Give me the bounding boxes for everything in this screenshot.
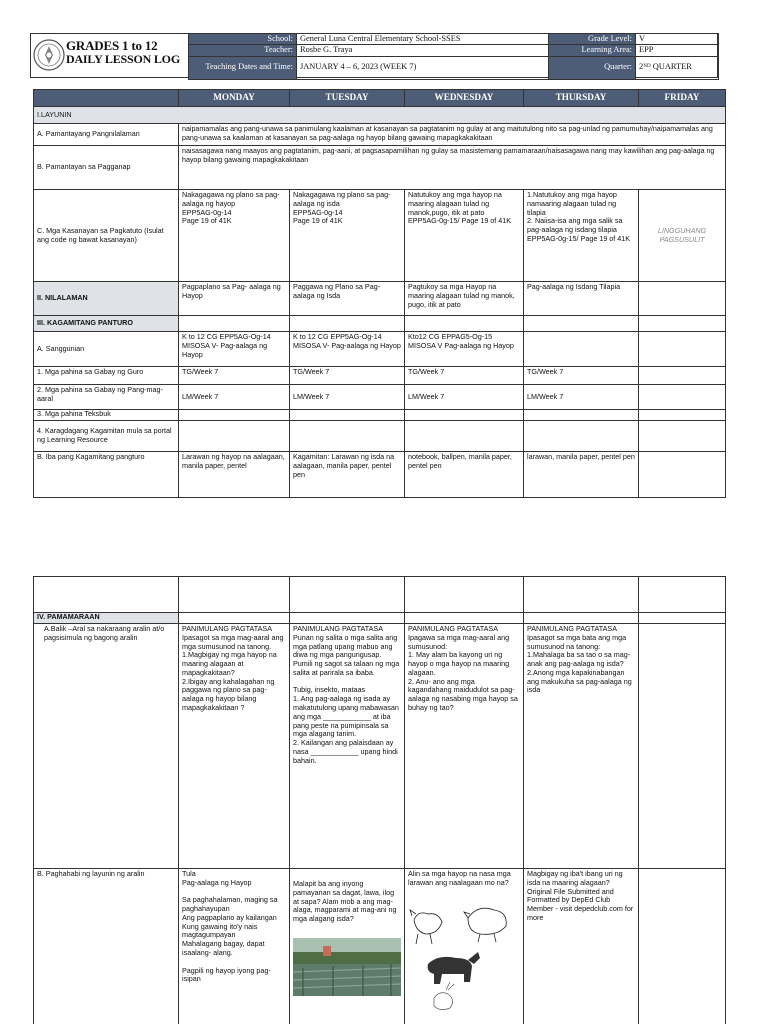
day-tuesday: TUESDAY (290, 90, 405, 107)
gabay-mag-aaral-label: 2. Mga pahina sa Gabay ng Pang-mag-aaral (34, 385, 179, 410)
kagamitan-row (34, 316, 726, 332)
paghahabi-row (34, 869, 726, 1024)
deped-seal-icon (33, 35, 65, 75)
kagamitan-cell (405, 316, 524, 332)
blank-cell (524, 577, 639, 613)
iba-pang-friday (639, 452, 726, 498)
nilalaman-thursday: Pag-aalaga ng Isdang Tilapia (524, 282, 639, 316)
gabay-mag-aaral-tuesday: LM/Week 7 (290, 385, 405, 410)
karagdagang-cell (524, 421, 639, 452)
procedure-grid (33, 576, 726, 1024)
title-line1: GRADES 1 to 12 (66, 38, 158, 53)
gabay-mag-aaral-row (34, 385, 726, 410)
blank-cell (179, 577, 290, 613)
pamamaraan-cell (179, 613, 290, 624)
karagdagang-cell (290, 421, 405, 452)
dates-label: Teaching Dates and Time: (189, 56, 297, 79)
gabay-guro-row (34, 367, 726, 385)
karagdagang-label: 4. Karagdagang Kagamitan mula sa portal ng Learning Resource (34, 421, 179, 452)
kasanayan-wednesday: Natutukoy ang mga hayop na maaring alagaan tulad ng manok,pugo, itik at pato EPP5AG-0g-15/ Page 19 of 41K (405, 190, 524, 282)
nilalaman-label: II. NILALAMAN (34, 282, 179, 316)
iba-pang-wednesday: notebook, ballpen, manila paper, pentel pen (405, 452, 524, 498)
blank-cell (34, 577, 179, 613)
pagganap-row (34, 146, 726, 190)
karagdagang-cell (179, 421, 290, 452)
grade-label: Grade Level: (549, 34, 636, 45)
gabay-guro-tuesday: TG/Week 7 (290, 367, 405, 385)
nilalaman-wednesday: Pagtukoy sa mga Hayop na maaring alagaan tulad ng manok, pugo, itik at pato (405, 282, 524, 316)
blank-cell (405, 577, 524, 613)
kasanayan-thursday: 1.Natutukoy ang mga hayop namaaring alagaan tulad ng tilapia 2. Naiisa-isa ang mga salik sa pag-aalaga ng isdang tilapia EPP5AG-0g-15/ Page 19 of 41K (524, 190, 639, 282)
karagdagang-cell (405, 421, 524, 452)
sanggunian-thursday (524, 332, 639, 367)
paghahabi-tuesday: Malapit ba ang inyong pamayanan sa dagat, lawa, ilog at sapa? Alam mob a ang mag-alaga, magparami at mag-ani ng mga alagang isda? (293, 879, 397, 924)
layunin-label: I.LAYUNIN (34, 107, 726, 124)
nilalaman-tuesday: Paggawa ng Plano sa Pag-aalaga ng Isda (290, 282, 405, 316)
kagamitan-label: III. KAGAMITANG PANTURO (34, 316, 179, 332)
kasanayan-monday: Nakagagawa ng plano sa pag-aalaga ng hayop EPP5AG-0g-14 Page 19 of 41K (179, 190, 290, 282)
school-value: General Luna Central Elementary School-SSES (297, 34, 549, 45)
gabay-guro-monday: TG/Week 7 (179, 367, 290, 385)
grade-value: V (636, 34, 719, 45)
pamamaraan-label: IV. PAMAMARAAN (34, 613, 179, 624)
header-info-table (188, 33, 719, 80)
iba-pang-tuesday: Kagamitan: Larawan ng isda na aalagaan, manila paper, pentel pen (290, 452, 405, 498)
teksbuk-row (34, 410, 726, 421)
kagamitan-cell (639, 316, 726, 332)
sanggunian-label: A. Sanggunian (34, 332, 179, 367)
paghahabi-thursday: Magbigay ng iba't ibang uri ng isda na maaring alagaan? Original File Submitted and Formatted by DepEd Club Member - visit depedclub.com for more (524, 869, 639, 1024)
pamamaraan-cell (405, 613, 524, 624)
day-header-row (34, 90, 726, 107)
teacher-label: Teacher: (189, 45, 297, 56)
gabay-guro-wednesday: TG/Week 7 (405, 367, 524, 385)
teacher-value: Rosbe G. Traya (297, 45, 549, 56)
teksbuk-label: 3. Mga pahina Teksbuk (34, 410, 179, 421)
sanggunian-monday: K to 12 CG EPP5AG-Og-14 MISOSA V- Pag-aalaga ng Hayop (179, 332, 290, 367)
dates-value: JANUARY 4 – 6, 2023 (WEEK 7) (297, 56, 549, 79)
kagamitan-cell (179, 316, 290, 332)
gabay-guro-thursday: TG/Week 7 (524, 367, 639, 385)
quarter-value: 2ᴺᴰ QUARTER (636, 56, 719, 79)
kasanayan-row (34, 190, 726, 282)
nilalaman-monday: Pagpaplano sa Pag- aalaga ng Hayop (179, 282, 290, 316)
kasanayan-friday: LINGGUHANG PAGSUSULIT (639, 190, 726, 282)
paghahabi-label: B. Paghahabi ng layunin ng aralin (34, 869, 179, 1024)
pamantayang-label: A. Pamantayang Pangnilalaman (34, 124, 179, 146)
lesson-grid (33, 89, 726, 498)
school-label: School: (189, 34, 297, 45)
area-label: Learning Area: (549, 45, 636, 56)
paghahabi-monday: Tula Pag-aalaga ng Hayop Sa paghahalaman, maging sa paghahayupan Ang pagpaplano ay kailangan Kung gawaing ito'y nais magtagumpayan Mahalagang bagay, dapat isaalang- alang. Pagpili ng hayop iyong pag-isipan (179, 869, 290, 1024)
gabay-guro-friday (639, 367, 726, 385)
balik-aral-thursday: PANIMULANG PAGTATASA Ipasagot sa mga bata ang mga sumusunod na tanong: 1.Mahalaga ba sa tao o sa mag-anak ang pag-aalaga ng isda? 2.Anong mga kapakinabangan ang makukuha sa pag-aalaga ng isda (524, 624, 639, 869)
animals-drawing (408, 890, 520, 1012)
layunin-row (34, 107, 726, 124)
fish-pond-photo (293, 938, 401, 996)
iba-pang-monday: Larawan ng hayop na aalagaan, manila paper, pentel (179, 452, 290, 498)
nilalaman-row (34, 282, 726, 316)
balik-aral-tuesday: PANIMULANG PAGTATASA Punan ng salita o mga salita ang mga patlang upang mabuo ang diwa ng mga pangungusap. Pumili ng sagot sa talaan ng mga salita at parirala sa ibaba. Tubig, insekto, mataas 1. Ang pag-aalaga ng isada ay makatutulong upang mabawasan ang mga ____________ at iba pang peste na pumipinsala sa mga alagang tanim. 2. Kailangan ang palaisdaan ay nasa ____________ upang hindi bahain. (290, 624, 405, 869)
sanggunian-row (34, 332, 726, 367)
paghahabi-wednesday: Alin sa mga hayop na nasa mga larawan ang naalagaan mo na? (408, 869, 511, 887)
sanggunian-tuesday: K to 12 CG EPP5AG-Og-14 MISOSA V- Pag-aalaga ng Hayop (290, 332, 405, 367)
pamantayang-text: naipamamalas ang pang-unawa sa panimulang kaalaman at kasanayan sa pagtatanim ng gulay at ang maitutulong nito sa pag-unlad ng pamumuhay/naipamamalas ang pang-unawa sa kaalaman at kasanayan sa pag-aalaga ng hayop bilang gawaing mapagkakakitaan (179, 124, 726, 146)
gabay-guro-label: 1. Mga pahina sa Gabay ng Guro (34, 367, 179, 385)
teksbuk-cell (524, 410, 639, 421)
sanggunian-friday (639, 332, 726, 367)
pamamaraan-cell (290, 613, 405, 624)
iba-pang-label: B. Iba pang Kagamitang pangturo (34, 452, 179, 498)
paghahabi-tuesday-cell (290, 869, 405, 1024)
teksbuk-cell (405, 410, 524, 421)
corner-cell (34, 90, 179, 107)
day-wednesday: WEDNESDAY (405, 90, 524, 107)
teksbuk-cell (290, 410, 405, 421)
blank-header-row (34, 577, 726, 613)
karagdagang-row (34, 421, 726, 452)
day-friday: FRIDAY (639, 90, 726, 107)
teksbuk-cell (179, 410, 290, 421)
title-line2: DAILY LESSON LOG (66, 52, 180, 66)
kasanayan-label: C. Mga Kasanayan sa Pagkatuto (Isulat ang code ng bawat kasanayan) (34, 190, 179, 282)
kagamitan-cell (290, 316, 405, 332)
gabay-mag-aaral-friday (639, 385, 726, 410)
blank-cell (290, 577, 405, 613)
balik-aral-friday (639, 624, 726, 869)
pamamaraan-cell (639, 613, 726, 624)
day-thursday: THURSDAY (524, 90, 639, 107)
pamantayang-row (34, 124, 726, 146)
balik-aral-monday: PANIMULANG PAGTATASA Ipasagot sa mga mag-aaral ang mga sumusunod na tanong. 1.Magbigay ng mga hayop na maaring alagaan at mapagkakitaan? 2.Ibigay ang kahalagahan ng paggawa ng plano sa pag-aalaga ng hayop bilang mapagkakakitaan ? (179, 624, 290, 869)
kagamitan-cell (524, 316, 639, 332)
blank-cell (639, 577, 726, 613)
balik-aral-label: A.Balik –Aral sa nakaraang aralin at/o pagsisimula ng bagong aralin (34, 624, 179, 869)
pagganap-text: naisasagawa nang maayos ang pagtatanim, pag-aani, at pagsasapamilihan ng gulay sa masistemang pamamaraan/naisasagawa nang may kawilihan ang pag-aalaga ng hayop bilang gawaing mapagkakakitaan (179, 146, 726, 190)
kasanayan-tuesday: Nakagagawa ng plano sa pag-aalaga ng isda EPP5AG-0g-14 Page 19 of 41K (290, 190, 405, 282)
gabay-mag-aaral-thursday: LM/Week 7 (524, 385, 639, 410)
teksbuk-cell (639, 410, 726, 421)
area-value: EPP (636, 45, 719, 56)
karagdagang-cell (639, 421, 726, 452)
pamamaraan-row (34, 613, 726, 624)
quarter-label: Quarter: (549, 56, 636, 79)
paghahabi-friday (639, 869, 726, 1024)
sanggunian-wednesday: Kto12 CG EPPAG5-Og-15 MISOSA V Pag-aalaga ng Hayop (405, 332, 524, 367)
balik-aral-wednesday: PANIMULANG PAGTATASA Ipagawa sa mga mag-aaral ang sumusunod: 1. May alam ba kayong uri ng hayop o mga hayop na maaring alagaan. 2. Anu- ano ang mga kagandahang maidudulot sa pag-aalaga ng nasabing mga hayop sa buhay ng tao? (405, 624, 524, 869)
pagganap-label: B. Pamantayan sa Pagganap (34, 146, 179, 190)
goat-figure (428, 952, 480, 984)
paghahabi-wednesday-cell (405, 869, 524, 1024)
gabay-mag-aaral-wednesday: LM/Week 7 (405, 385, 524, 410)
iba-pang-thursday: larawan, manila paper, pentel pen (524, 452, 639, 498)
balik-aral-row (34, 624, 726, 869)
day-monday: MONDAY (179, 90, 290, 107)
nilalaman-friday (639, 282, 726, 316)
iba-pang-row (34, 452, 726, 498)
pamamaraan-cell (524, 613, 639, 624)
gabay-mag-aaral-monday: LM/Week 7 (179, 385, 290, 410)
